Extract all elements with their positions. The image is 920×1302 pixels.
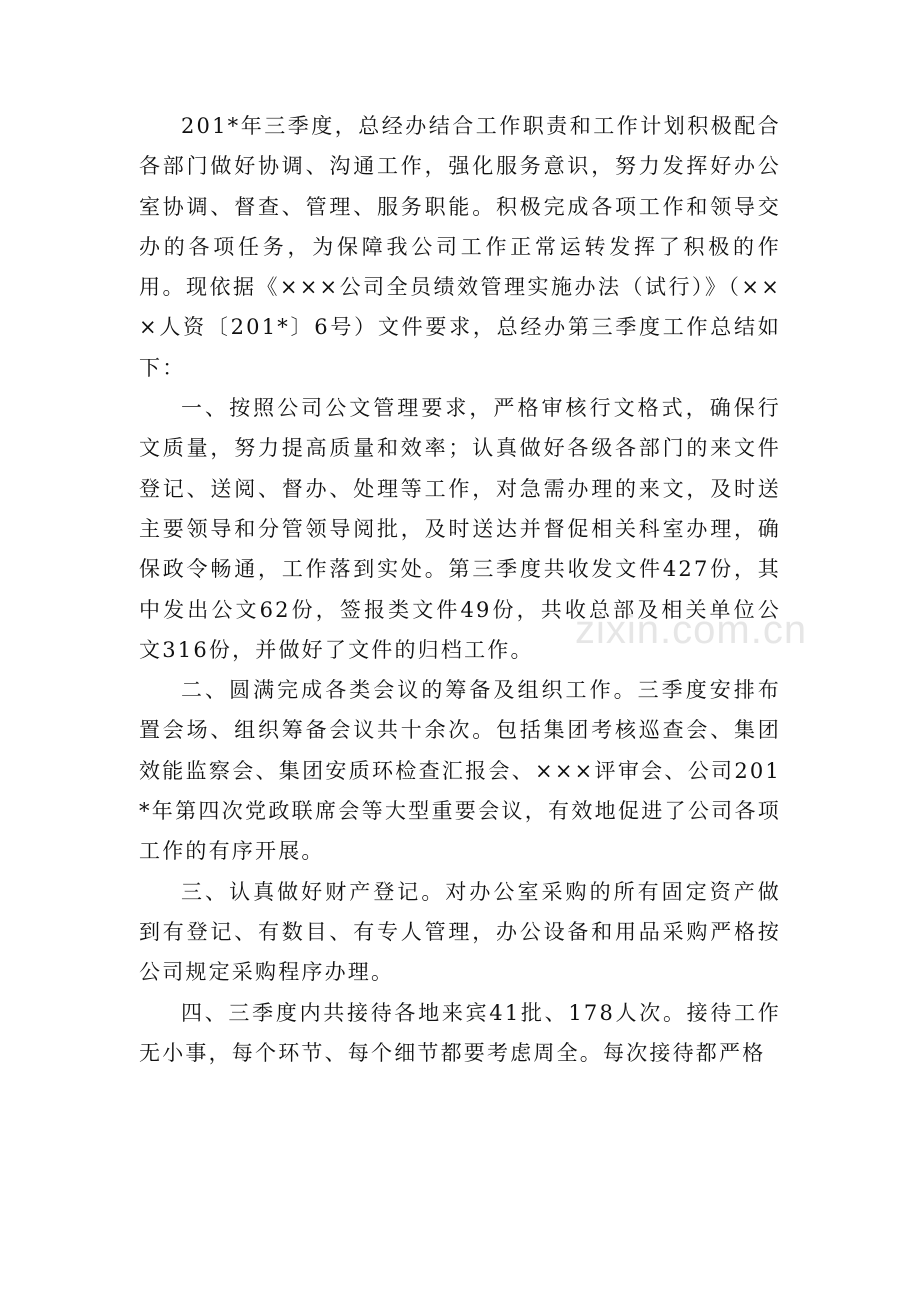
paragraph-intro: 201*年三季度，总经办结合工作职责和工作计划积极配合各部门做好协调、沟通工作，强化服务意识，努力发挥好办公室协调、督查、管理、服务职能。积极完成各项工作和领导交办的各项任务，为保障我公司工作正常运转发挥了积极的作用。现依据《×××公司全员绩效管理实施办法（试行）》（×××人资〔201*〕6号）文件要求，总经办第三季度工作总结如下： — [139, 114, 781, 380]
paragraph-item-1: 一、按照公司公文管理要求，严格审核行文格式，确保行文质量，努力提高质量和效率；认真做好各级各部门的来文件登记、送阅、督办、处理等工作，对急需办理的来文，及时送主要领导和分管领导阅批，及时送达并督促相关科室办理，确保政令畅通，工作落到实处。第三季度共收发文件427份，其中发出公文62份，签报类文件49份，共收总部及相关单位公文316份，并做好了文件的归档工作。 — [139, 396, 781, 662]
watermark: zixin.com.cn — [575, 608, 808, 652]
paragraph-item-4: 四、三季度内共接待各地来宾41批、178人次。接待工作无小事，每个环节、每个细节都要考虑周全。每次接待都严格 — [139, 1000, 781, 1065]
paragraph-item-3: 三、认真做好财产登记。对办公室采购的所有固定资产做到有登记、有数目、有专人管理，办公设备和用品采购严格按公司规定采购程序办理。 — [139, 879, 781, 985]
paragraph-item-2: 二、圆满完成各类会议的筹备及组织工作。三季度安排布置会场、组织筹备会议共十余次。包括集团考核巡查会、集团效能监察会、集团安质环检查汇报会、×××评审会、公司201*年第四次党政联席会等大型重要会议，有效地促进了公司各项工作的有序开展。 — [139, 678, 781, 864]
document-body — [139, 106, 781, 1073]
